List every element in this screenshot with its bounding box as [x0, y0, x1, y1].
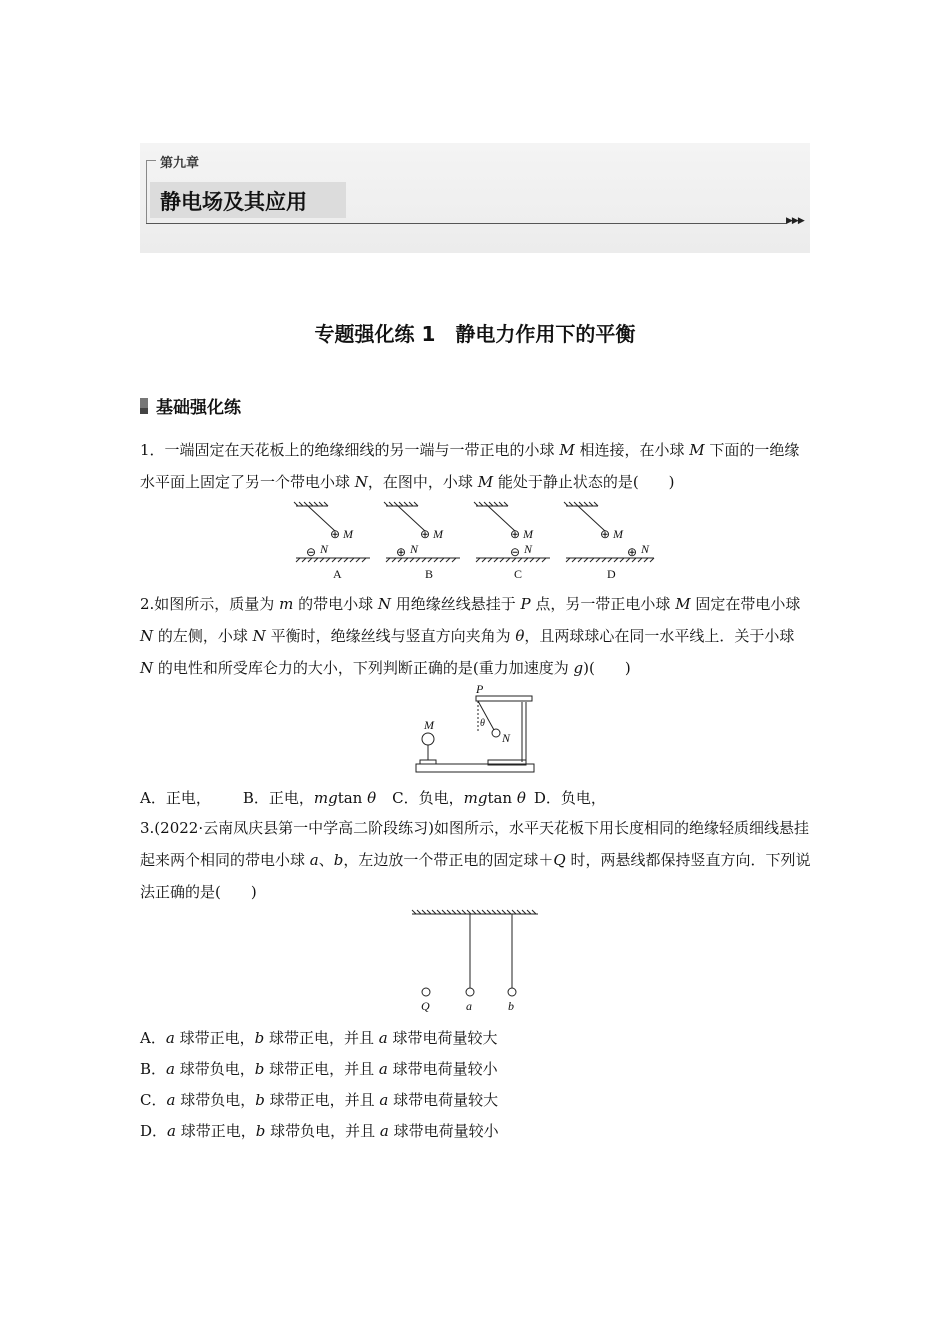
q2-text: 的左侧，小球 — [153, 627, 253, 645]
q2-fig-label-theta: θ — [480, 718, 485, 729]
q3-option-text: 球带电荷量较小 — [387, 1060, 498, 1078]
q3-option-var: b — [254, 1029, 265, 1047]
q2-text: 点，另一带正电小球 — [530, 595, 676, 613]
q2-fig-label-m: M — [424, 718, 434, 732]
q2-var: P — [520, 595, 531, 613]
q2-options — [140, 788, 606, 808]
q3-option-var: b — [254, 1060, 265, 1078]
q3-option-var: a — [378, 1060, 388, 1078]
q1-fig-d-label-n: N — [641, 542, 650, 556]
q3-option-var: a — [167, 1122, 176, 1140]
q1-fig-ceiling-b — [384, 502, 425, 531]
q2-option-a: A．正电， — [140, 789, 211, 807]
q3-option-text: 球带正电，并且 — [264, 1091, 380, 1109]
q2-text: 的带电小球 — [293, 595, 378, 613]
q2-var: N — [252, 627, 266, 645]
q2-option-c-var: mg — [463, 789, 488, 807]
q3-option-text: 球带电荷量较大 — [388, 1091, 499, 1109]
q3-option-a — [140, 1028, 497, 1048]
q3-option-text: 球带正电，并且 — [264, 1060, 379, 1078]
q2-text: 的电性和所受库仑力的大小，下列判断正确的是(重力加速度为 — [153, 659, 574, 677]
q3-option-var: a — [165, 1029, 175, 1047]
part-marker-icon-lower — [140, 408, 148, 414]
q1-number: 1． — [140, 441, 165, 459]
q1-text: 相连接，在小球 — [574, 441, 690, 459]
q3-text: 3.(2022·云南凤庆县第一中学高二阶段练习)如图所示，水平天花板下用长度相同的绝缘轻质细线悬挂起来两个相同的带电小球 — [140, 819, 809, 869]
q3-option-b — [140, 1059, 498, 1079]
q3-option-var: b — [255, 1122, 266, 1140]
q3-option-text: 球带正电，并且 — [264, 1029, 379, 1047]
chapter-title: 静电场及其应用 — [160, 190, 307, 214]
q2-fig-ball-m-post — [420, 760, 436, 764]
q1-text: 下面的一绝缘水平面上固定了另一个带电小球 — [140, 441, 800, 491]
chapter-arrows-icon: ▶▶▶ — [786, 216, 804, 226]
q2-option-b-tan: tan — [337, 789, 368, 807]
q1-var: M — [477, 473, 494, 491]
q3-option-d — [140, 1121, 499, 1141]
q1-fig-c-label-m: M — [523, 527, 533, 541]
q3-figure — [408, 906, 542, 1016]
part-title: 基础强化练 — [156, 398, 241, 418]
q1-text: 一端固定在天花板上的绝缘细线的另一端与一带正电的小球 — [164, 441, 560, 459]
q2-figure — [410, 682, 540, 778]
q1-fig-c-ball-m: ⊕ — [510, 527, 521, 541]
q1-text: 能处于静止状态的是( ) — [493, 473, 675, 491]
q3-option-var: b — [255, 1091, 265, 1109]
q1-fig-a-label-m: M — [343, 527, 353, 541]
q3-option-prefix: B． — [140, 1060, 167, 1078]
q2-text: )( ) — [583, 659, 631, 677]
q3-var: b — [333, 851, 344, 869]
question-2 — [140, 588, 812, 684]
q2-fig-top-bar — [476, 696, 532, 701]
q1-fig-ceiling-d — [564, 502, 605, 531]
q3-text: 时，两悬线都保持竖直方向．下列说法正确的是( ) — [140, 851, 811, 901]
q3-option-var: a — [378, 1029, 388, 1047]
chapter-rule-left — [146, 160, 147, 224]
q3-option-text: 球带负电， — [175, 1091, 256, 1109]
q3-option-var: a — [379, 1091, 389, 1109]
chapter-rule-top — [146, 160, 156, 161]
q1-fig-label-c: C — [514, 567, 523, 581]
section-title: 专题强化练 1 静电力作用下的平衡 — [314, 322, 636, 346]
q1-fig-a-label-n: N — [320, 542, 329, 556]
q2-option-c: C．负电， — [392, 789, 464, 807]
q2-option-b-var: mg — [313, 789, 338, 807]
q3-option-text: 球带电荷量较小 — [388, 1122, 499, 1140]
q3-option-text: 球带正电， — [175, 1122, 256, 1140]
q1-fig-ceiling-c — [474, 502, 515, 531]
q2-var: θ — [515, 627, 525, 645]
q2-fig-ball-m — [422, 733, 434, 745]
q1-var: M — [559, 441, 575, 459]
q2-var: g — [573, 659, 584, 677]
q3-fig-label-q: Q — [421, 999, 430, 1013]
q2-fig-ball-n — [492, 729, 500, 737]
q1-text: ，在图中，小球 — [367, 473, 478, 491]
q1-fig-ceiling-a — [294, 502, 335, 531]
q3-option-text: 球带电荷量较大 — [387, 1029, 498, 1047]
q3-fig-label-a: a — [466, 999, 472, 1013]
q2-var: N — [140, 659, 154, 677]
q1-var: M — [689, 441, 705, 459]
chapter-rule — [146, 223, 786, 224]
question-3 — [140, 812, 812, 908]
q2-text: 用绝缘丝线悬挂于 — [391, 595, 521, 613]
q1-fig-d-ball-n: ⊕ — [627, 545, 638, 559]
q1-fig-a-ball-n: ⊖ — [306, 545, 317, 559]
q2-var: N — [140, 627, 154, 645]
q3-option-text: 球带负电， — [174, 1060, 255, 1078]
q3-option-prefix: A． — [140, 1029, 166, 1047]
q3-option-var: a — [379, 1122, 389, 1140]
q2-var: N — [377, 595, 391, 613]
q1-fig-d-ball-m: ⊕ — [600, 527, 611, 541]
q1-var: N — [354, 473, 368, 491]
q3-text: 、 — [318, 851, 334, 869]
q3-var: a — [309, 851, 319, 869]
q3-fig-ball-q — [422, 988, 430, 996]
q1-fig-d-label-m: M — [613, 527, 623, 541]
q1-fig-b-label-m: M — [433, 527, 443, 541]
q2-option-b: B．正电， — [242, 789, 314, 807]
q1-fig-b-label-n: N — [410, 542, 419, 556]
q3-option-text: 球带正电， — [174, 1029, 255, 1047]
q3-option-prefix: D． — [140, 1122, 168, 1140]
chapter-label: 第九章 — [160, 156, 200, 171]
q3-text: ，左边放一个带正电的固定球＋ — [343, 851, 554, 869]
q2-option-d: D．负电， — [533, 789, 606, 807]
q1-fig-ground — [296, 558, 654, 562]
q2-text: 平衡时，绝缘丝线与竖直方向夹角为 — [265, 627, 516, 645]
q1-fig-label-d: D — [607, 567, 616, 581]
q1-fig-c-ball-n: ⊖ — [510, 545, 521, 559]
q2-text: 2.如图所示，质量为 — [140, 595, 280, 613]
q3-option-text: 球带负电，并且 — [265, 1122, 380, 1140]
q3-option-prefix: C． — [140, 1091, 167, 1109]
q3-option-var: a — [166, 1091, 176, 1109]
q2-option-c-tan: tan — [487, 789, 517, 807]
q3-fig-label-b: b — [508, 999, 514, 1013]
q2-text: 固定在带电小球 — [690, 595, 801, 613]
q2-var: m — [279, 595, 294, 613]
q3-fig-ball-b — [508, 988, 516, 996]
q3-var: Q — [553, 851, 566, 869]
q2-text: ，且两球球心在同一水平线上．关于小球 — [524, 627, 795, 645]
q1-fig-a-ball-m: ⊕ — [330, 527, 341, 541]
q1-fig-label-a: A — [333, 567, 342, 581]
q3-fig-ball-a — [466, 988, 474, 996]
q3-option-var: a — [166, 1060, 175, 1078]
q1-fig-c-label-n: N — [524, 542, 533, 556]
q2-option-b-theta: θ — [367, 789, 377, 807]
q2-var: M — [675, 595, 691, 613]
q1-fig-b-ball-n: ⊕ — [396, 545, 407, 559]
q1-fig-b-ball-m: ⊕ — [420, 527, 431, 541]
q2-option-c-theta: θ — [516, 789, 526, 807]
q2-fig-label-p: P — [476, 682, 484, 696]
q1-figure — [290, 500, 660, 584]
q1-fig-label-b: B — [425, 567, 434, 581]
q3-option-c — [140, 1090, 498, 1110]
q2-fig-label-n: N — [502, 731, 511, 745]
question-1 — [140, 434, 812, 498]
